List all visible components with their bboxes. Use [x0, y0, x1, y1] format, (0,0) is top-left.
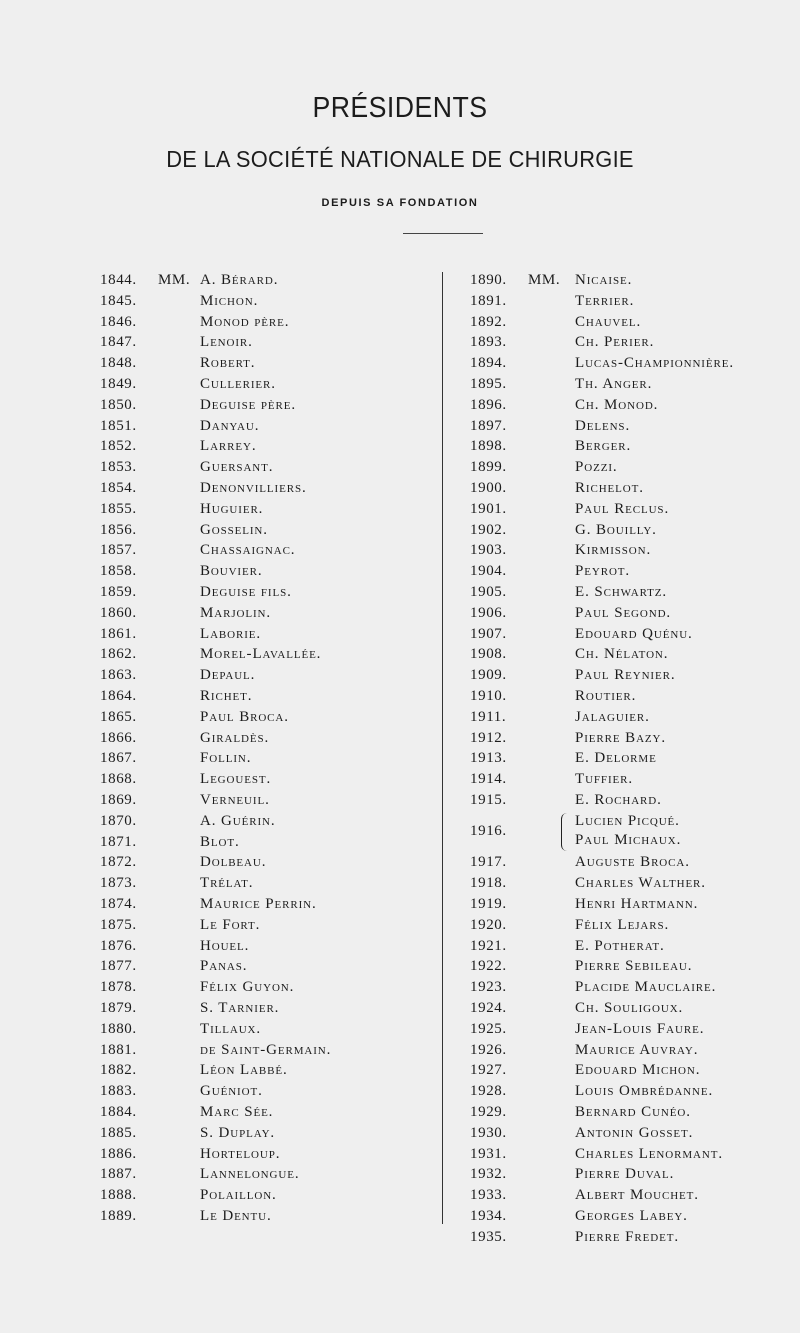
- year: 1912.: [470, 729, 507, 746]
- year: 1910.: [470, 688, 507, 704]
- president-name: Panas.: [200, 958, 248, 975]
- year: 1894.: [470, 355, 507, 372]
- president-name: Laborie.: [200, 625, 262, 642]
- president-name: S. Duplay.: [200, 1124, 276, 1141]
- president-name: Lucien Picqué.: [575, 812, 680, 829]
- year: 1895.: [470, 376, 507, 392]
- year: 1908.: [470, 646, 507, 663]
- year: 1897.: [470, 417, 507, 434]
- year: 1867.: [100, 750, 137, 767]
- president-name: Le Fort.: [200, 916, 261, 933]
- year: 1896.: [470, 396, 507, 413]
- year: 1850.: [100, 396, 137, 413]
- president-name: A. Bérard.: [200, 272, 279, 288]
- president-name: Richelot.: [575, 480, 644, 496]
- year: 1888.: [100, 1187, 137, 1204]
- president-name: Edouard Quénu.: [575, 625, 693, 642]
- year: 1907.: [470, 625, 507, 642]
- year: 1913.: [470, 750, 507, 767]
- title-divider: [403, 233, 483, 234]
- president-name: E. Rochard.: [575, 792, 662, 808]
- year: 1886.: [100, 1145, 137, 1162]
- president-name: Depaul.: [200, 667, 256, 684]
- year: 1860.: [100, 604, 137, 621]
- president-name: Morel-Lavallée.: [200, 646, 322, 663]
- year: 1884.: [100, 1104, 137, 1120]
- year: 1848.: [100, 355, 137, 372]
- year: 1905.: [470, 584, 507, 600]
- year: 1856.: [100, 521, 137, 538]
- president-name: Peyrot.: [575, 563, 631, 580]
- year: 1924.: [470, 1000, 507, 1016]
- president-name: Routier.: [575, 688, 637, 704]
- president-name: Ch. Monod.: [575, 396, 659, 413]
- president-name: Delens.: [575, 417, 631, 434]
- president-name: Michon.: [200, 292, 259, 309]
- year: 1853.: [100, 459, 137, 476]
- president-name: Henri Hartmann.: [575, 896, 699, 912]
- president-name: Danyau.: [200, 417, 260, 434]
- year: 1854.: [100, 480, 137, 496]
- president-name: Maurice Perrin.: [200, 896, 317, 912]
- president-name: Gosselin.: [200, 521, 268, 538]
- president-name: Le Dentu.: [200, 1208, 272, 1224]
- president-name: Ch. Perier.: [575, 334, 655, 351]
- president-name: Pozzi.: [575, 459, 618, 476]
- year: 1845.: [100, 292, 137, 309]
- president-name: Georges Labey.: [575, 1208, 688, 1224]
- president-name: de Saint-Germain.: [200, 1041, 332, 1058]
- year: 1920.: [470, 916, 507, 933]
- president-name: Deguise fils.: [200, 584, 292, 600]
- honorific: MM.: [528, 272, 561, 288]
- year: 1857.: [100, 542, 137, 559]
- president-name: Larrey.: [200, 438, 257, 455]
- president-name: Kirmisson.: [575, 542, 652, 559]
- president-name: Antonin Gosset.: [575, 1124, 694, 1141]
- president-name: Terrier.: [575, 292, 635, 309]
- president-name: Dolbeau.: [200, 854, 267, 871]
- year: 1862.: [100, 646, 137, 663]
- year: 1873.: [100, 875, 137, 892]
- president-name: Ch. Souligoux.: [575, 1000, 684, 1016]
- year: 1875.: [100, 916, 137, 933]
- year: 1881.: [100, 1041, 137, 1058]
- president-name: Pierre Sebileau.: [575, 958, 693, 975]
- president-name: Polaillon.: [200, 1187, 277, 1204]
- president-name: Pierre Fredet.: [575, 1228, 679, 1245]
- year: 1902.: [470, 521, 507, 538]
- since-caption: DEPUIS SA FONDATION: [321, 197, 479, 209]
- president-name: Tillaux.: [200, 1020, 262, 1037]
- year: 1865.: [100, 708, 137, 725]
- president-name: Pierre Bazy.: [575, 729, 667, 746]
- year: 1866.: [100, 729, 137, 746]
- president-name: Charles Lenormant.: [575, 1145, 723, 1162]
- year: 1890.: [470, 272, 507, 288]
- year: 1911.: [470, 708, 507, 725]
- honorific: MM.: [158, 272, 191, 288]
- year: 1901.: [470, 500, 507, 517]
- year: 1846.: [100, 313, 137, 330]
- year: 1885.: [100, 1124, 137, 1141]
- year: 1921.: [470, 937, 507, 954]
- year: 1917.: [470, 854, 507, 871]
- year: 1914.: [470, 771, 507, 788]
- president-name: Legouest.: [200, 771, 272, 788]
- president-name: Bouvier.: [200, 563, 263, 580]
- president-name: Blot.: [200, 833, 240, 850]
- brace-mark: [561, 813, 570, 851]
- year: 1858.: [100, 563, 137, 580]
- president-name: Jalaguier.: [575, 708, 650, 725]
- year: 1933.: [470, 1187, 507, 1204]
- year: 1892.: [470, 313, 507, 330]
- president-name: E. Delorme: [575, 750, 657, 767]
- year: 1926.: [470, 1041, 507, 1058]
- year: 1931.: [470, 1145, 507, 1162]
- president-name: Félix Guyon.: [200, 979, 295, 996]
- year: 1872.: [100, 854, 137, 871]
- president-name: Auguste Broca.: [575, 854, 690, 871]
- year: 1916.: [470, 822, 507, 839]
- president-name: Guéniot.: [200, 1083, 263, 1100]
- year: 1847.: [100, 334, 137, 351]
- page-title: PRÉSIDENTS: [312, 92, 488, 124]
- year: 1880.: [100, 1020, 137, 1037]
- year: 1883.: [100, 1083, 137, 1100]
- president-name: Paul Michaux.: [575, 831, 682, 848]
- president-name: Richet.: [200, 688, 253, 704]
- president-name: Chassaignac.: [200, 542, 296, 559]
- year: 1863.: [100, 667, 137, 684]
- president-name: Paul Broca.: [200, 708, 289, 725]
- year: 1868.: [100, 771, 137, 788]
- page-subtitle: DE LA SOCIÉTÉ NATIONALE DE CHIRURGIE: [166, 146, 634, 172]
- president-name: Ch. Nélaton.: [575, 646, 669, 663]
- president-name: Monod père.: [200, 313, 290, 330]
- president-name: G. Bouilly.: [575, 521, 657, 538]
- president-name: Paul Segond.: [575, 604, 672, 621]
- year: 1877.: [100, 958, 137, 975]
- president-name: Bernard Cunéo.: [575, 1104, 691, 1120]
- year: 1849.: [100, 376, 137, 392]
- year: 1903.: [470, 542, 507, 559]
- year: 1930.: [470, 1124, 507, 1141]
- year: 1899.: [470, 459, 507, 476]
- president-name: Louis Ombrédanne.: [575, 1083, 714, 1100]
- year: 1898.: [470, 438, 507, 455]
- year: 1878.: [100, 979, 137, 996]
- president-name: Lenoir.: [200, 334, 253, 351]
- year: 1870.: [100, 812, 137, 829]
- year: 1852.: [100, 438, 137, 455]
- president-name: Th. Anger.: [575, 376, 653, 392]
- president-name: Charles Walther.: [575, 875, 706, 892]
- president-name: Jean-Louis Faure.: [575, 1020, 705, 1037]
- year: 1882.: [100, 1062, 137, 1079]
- year: 1928.: [470, 1083, 507, 1100]
- president-name: Lannelongue.: [200, 1166, 300, 1183]
- president-name: Follin.: [200, 750, 252, 767]
- president-name: E. Schwartz.: [575, 584, 668, 600]
- president-name: Léon Labbé.: [200, 1062, 288, 1079]
- president-name: Lucas-Championnière.: [575, 355, 734, 372]
- year: 1871.: [100, 833, 137, 850]
- president-name: Paul Reclus.: [575, 500, 670, 517]
- president-name: Tuffier.: [575, 771, 634, 788]
- year: 1932.: [470, 1166, 507, 1183]
- president-name: S. Tarnier.: [200, 1000, 280, 1016]
- year: 1918.: [470, 875, 507, 892]
- year: 1844.: [100, 272, 137, 288]
- year: 1909.: [470, 667, 507, 684]
- year: 1923.: [470, 979, 507, 996]
- year: 1906.: [470, 604, 507, 621]
- year: 1891.: [470, 292, 507, 309]
- president-name: Nicaise.: [575, 272, 633, 288]
- year: 1935.: [470, 1228, 507, 1245]
- president-name: Albert Mouchet.: [575, 1187, 699, 1204]
- president-name: Verneuil.: [200, 792, 270, 808]
- president-name: Félix Lejars.: [575, 916, 670, 933]
- year: 1861.: [100, 625, 137, 642]
- year: 1929.: [470, 1104, 507, 1120]
- president-name: Marc Sée.: [200, 1104, 274, 1120]
- year: 1893.: [470, 334, 507, 351]
- year: 1864.: [100, 688, 137, 704]
- year: 1922.: [470, 958, 507, 975]
- year: 1927.: [470, 1062, 507, 1079]
- president-name: Robert.: [200, 355, 256, 372]
- year: 1859.: [100, 584, 137, 600]
- year: 1934.: [470, 1208, 507, 1224]
- year: 1879.: [100, 1000, 137, 1016]
- year: 1900.: [470, 480, 507, 496]
- year: 1919.: [470, 896, 507, 912]
- president-name: A. Guérin.: [200, 812, 276, 829]
- president-name: Paul Reynier.: [575, 667, 676, 684]
- year: 1855.: [100, 500, 137, 517]
- president-name: Cullerier.: [200, 376, 276, 392]
- president-name: Chauvel.: [575, 313, 642, 330]
- year: 1869.: [100, 792, 137, 808]
- year: 1874.: [100, 896, 137, 912]
- column-divider: [442, 272, 443, 1224]
- year: 1925.: [470, 1020, 507, 1037]
- year: 1876.: [100, 937, 137, 954]
- year: 1904.: [470, 563, 507, 580]
- president-name: Houel.: [200, 937, 250, 954]
- president-name: Denonvilliers.: [200, 480, 307, 496]
- president-name: Huguier.: [200, 500, 264, 517]
- year: 1915.: [470, 792, 507, 808]
- president-name: Trélat.: [200, 875, 254, 892]
- president-name: Pierre Duval.: [575, 1166, 675, 1183]
- president-name: Placide Mauclaire.: [575, 979, 717, 996]
- year: 1887.: [100, 1166, 137, 1183]
- president-name: Horteloup.: [200, 1145, 281, 1162]
- year: 1851.: [100, 417, 137, 434]
- president-name: Deguise père.: [200, 396, 297, 413]
- president-name: Berger.: [575, 438, 632, 455]
- president-name: Guersant.: [200, 459, 274, 476]
- president-name: Giraldès.: [200, 729, 270, 746]
- year: 1889.: [100, 1208, 137, 1224]
- president-name: Marjolin.: [200, 604, 272, 621]
- president-name: Maurice Auvray.: [575, 1041, 699, 1058]
- president-name: E. Potherat.: [575, 937, 665, 954]
- president-name: Edouard Michon.: [575, 1062, 701, 1079]
